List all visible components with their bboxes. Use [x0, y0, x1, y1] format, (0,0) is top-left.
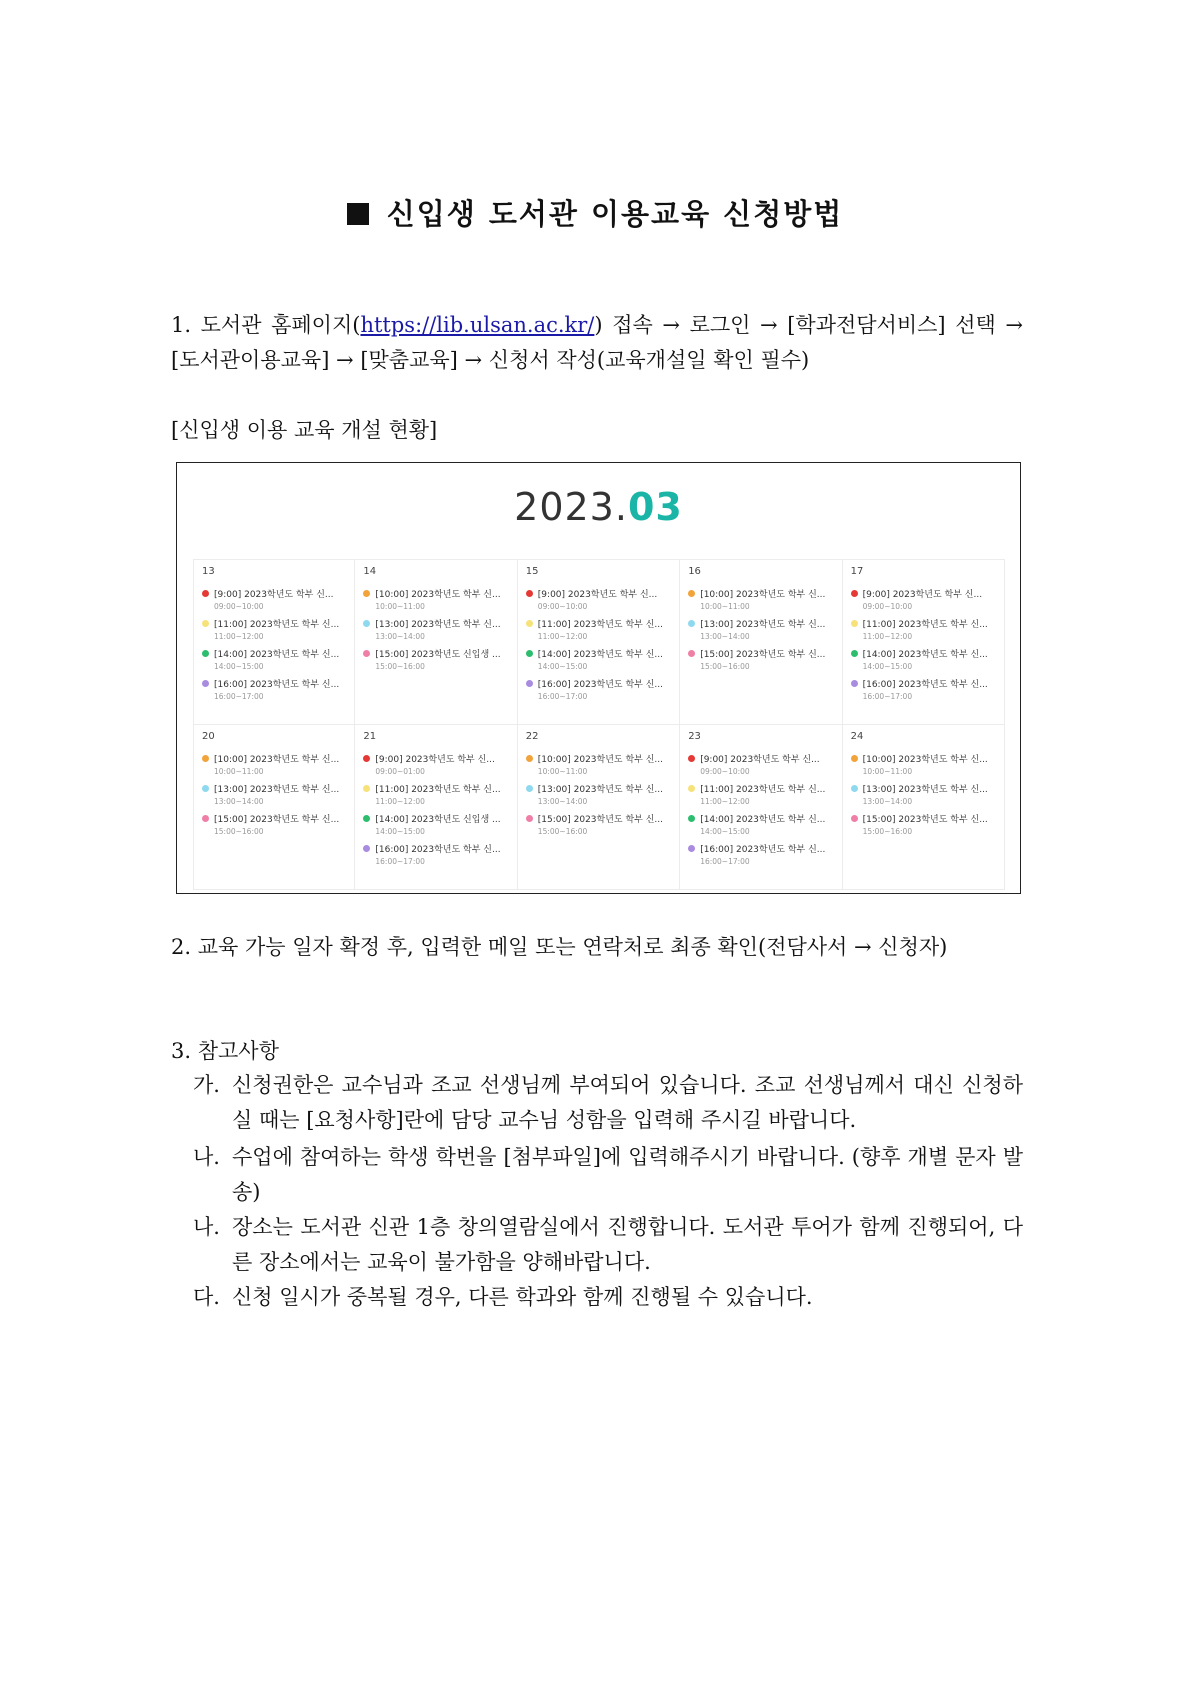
event-color-dot-icon: [688, 815, 695, 822]
calendar-year: 2023.: [514, 485, 628, 529]
event-time: 15:00~16:00: [862, 827, 913, 836]
event-title: [11:00] 2023학년도 학부 신...: [214, 620, 340, 630]
event-title: [9:00] 2023학년도 학부 신...: [214, 590, 334, 600]
calendar-month: 03: [627, 485, 683, 529]
calendar-day-cell[interactable]: [193, 725, 355, 890]
event-title: [11:00] 2023학년도 학부 신...: [700, 785, 826, 795]
day-number: 13: [202, 566, 215, 577]
event-time: 10:00~11:00: [862, 767, 913, 776]
note-text: 신청권한은 교수님과 조교 선생님께 부여되어 있습니다. 조교 선생님께서 대신 신청하실 때는 [요청사항]란에 담당 교수님 성함을 입력해 주시길 바랍니다.: [232, 1073, 1023, 1132]
event-color-dot-icon: [526, 590, 533, 597]
event-title: [14:00] 2023학년도 신입생 ...: [375, 815, 501, 825]
calendar-day-cell[interactable]: [680, 560, 842, 725]
calendar-event[interactable]: [688, 752, 841, 776]
calendar-event[interactable]: [526, 677, 679, 701]
calendar-event[interactable]: [202, 752, 354, 776]
event-time: 11:00~12:00: [375, 797, 425, 806]
calendar-day-cell[interactable]: [843, 560, 1005, 725]
calendar-day-cell[interactable]: [518, 560, 680, 725]
calendar-event[interactable]: [688, 617, 841, 641]
day-number: 15: [525, 566, 539, 577]
event-color-dot-icon: [202, 650, 209, 657]
event-time: 14:00~15:00: [375, 827, 425, 836]
calendar-event[interactable]: [851, 677, 1004, 701]
event-color-dot-icon: [363, 845, 370, 852]
event-title: [9:00] 2023학년도 학부 신...: [537, 590, 658, 600]
event-color-dot-icon: [851, 815, 858, 822]
calendar-event[interactable]: [851, 617, 1004, 641]
calendar-event[interactable]: [526, 587, 679, 611]
event-color-dot-icon: [363, 650, 370, 657]
note-item: [193, 1280, 1023, 1315]
event-color-dot-icon: [851, 650, 858, 657]
calendar-event[interactable]: [202, 677, 354, 701]
event-time: 16:00~17:00: [862, 692, 913, 701]
calendar-event[interactable]: [851, 752, 1004, 776]
calendar-day-cell[interactable]: [193, 560, 355, 725]
event-color-dot-icon: [202, 785, 209, 792]
event-title: [14:00] 2023학년도 학부 신...: [537, 650, 663, 660]
calendar-event[interactable]: [851, 782, 1004, 806]
day-number: 20: [202, 731, 215, 742]
event-time: 13:00~14:00: [862, 797, 913, 806]
event-color-dot-icon: [202, 620, 209, 627]
event-time: 09:00~10:00: [214, 602, 264, 611]
event-title: [16:00] 2023학년도 학부 신...: [862, 680, 988, 690]
calendar-grid: [193, 559, 1005, 890]
event-time: 15:00~16:00: [375, 662, 425, 671]
event-color-dot-icon: [851, 755, 858, 762]
calendar-event[interactable]: [363, 617, 516, 641]
event-time: 09:00~01:00: [375, 767, 425, 776]
calendar-event[interactable]: [688, 587, 841, 611]
event-time: 11:00~12:00: [537, 632, 588, 641]
event-title: [11:00] 2023학년도 학부 신...: [375, 785, 501, 795]
event-color-dot-icon: [526, 755, 533, 762]
event-color-dot-icon: [851, 785, 858, 792]
event-time: 13:00~14:00: [537, 797, 588, 806]
note-text: 신청 일시가 중복될 경우, 다른 학과와 함께 진행될 수 있습니다.: [232, 1285, 813, 1309]
event-color-dot-icon: [202, 590, 209, 597]
day-number: 14: [363, 566, 377, 577]
event-color-dot-icon: [202, 815, 209, 822]
event-title: [9:00] 2023학년도 학부 신...: [375, 755, 495, 765]
event-title: [16:00] 2023학년도 학부 신...: [214, 680, 340, 690]
event-time: 16:00~17:00: [214, 692, 264, 701]
calendar-event[interactable]: [202, 587, 354, 611]
day-number: 21: [363, 731, 377, 742]
event-title: [14:00] 2023학년도 학부 신...: [700, 815, 826, 825]
day-number: 16: [688, 566, 701, 577]
event-time: 09:00~10:00: [537, 602, 588, 611]
event-title: [10:00] 2023학년도 학부 신...: [862, 755, 988, 765]
note-item: [193, 1210, 1023, 1280]
note-marker: 나.: [193, 1145, 220, 1169]
event-time: 16:00~17:00: [700, 857, 750, 866]
event-time: 10:00~11:00: [700, 602, 750, 611]
event-title: [15:00] 2023학년도 학부 신...: [700, 650, 826, 660]
calendar-event[interactable]: [363, 647, 516, 671]
calendar-event[interactable]: [363, 782, 516, 806]
event-title: [16:00] 2023학년도 학부 신...: [700, 845, 826, 855]
event-color-dot-icon: [851, 620, 858, 627]
event-title: [16:00] 2023학년도 학부 신...: [537, 680, 663, 690]
event-time: 13:00~14:00: [214, 797, 264, 806]
event-time: 13:00~14:00: [700, 632, 750, 641]
event-color-dot-icon: [363, 785, 370, 792]
library-homepage-link[interactable]: https://lib.ulsan.ac.kr/: [360, 313, 595, 337]
calendar-event[interactable]: [202, 647, 354, 671]
event-title: [13:00] 2023학년도 학부 신...: [700, 620, 826, 630]
calendar-event[interactable]: [526, 647, 679, 671]
calendar-day-cell[interactable]: [355, 725, 517, 890]
event-time: 11:00~12:00: [214, 632, 264, 641]
event-color-dot-icon: [363, 620, 370, 627]
event-color-dot-icon: [851, 590, 858, 597]
calendar-event[interactable]: [526, 752, 679, 776]
event-time: 14:00~15:00: [700, 827, 750, 836]
event-color-dot-icon: [688, 755, 695, 762]
event-title: [16:00] 2023학년도 학부 신...: [375, 845, 501, 855]
calendar-event[interactable]: [202, 617, 354, 641]
calendar-event[interactable]: [202, 812, 354, 836]
event-color-dot-icon: [688, 590, 695, 597]
event-title: [15:00] 2023학년도 신입생 ...: [375, 650, 501, 660]
event-title: [10:00] 2023학년도 학부 신...: [700, 590, 826, 600]
event-color-dot-icon: [688, 785, 695, 792]
event-time: 14:00~15:00: [537, 662, 588, 671]
calendar-day-cell[interactable]: [355, 560, 517, 725]
event-title: [9:00] 2023학년도 학부 신...: [700, 755, 820, 765]
calendar-event[interactable]: [202, 782, 354, 806]
event-color-dot-icon: [526, 785, 533, 792]
event-title: [15:00] 2023학년도 학부 신...: [537, 815, 663, 825]
event-color-dot-icon: [363, 590, 370, 597]
event-time: 10:00~11:00: [375, 602, 425, 611]
event-title: [13:00] 2023학년도 학부 신...: [214, 785, 340, 795]
event-color-dot-icon: [526, 650, 533, 657]
event-time: 14:00~15:00: [214, 662, 264, 671]
note-text: 수업에 참여하는 학생 학번을 [첨부파일]에 입력해주시기 바랍니다. (향후 개별 문자 발송): [232, 1145, 1023, 1204]
step2-paragraph: 2. 교육 가능 일자 확정 후, 입력한 메일 또는 연락처로 최종 확인(전담사서 → 신청자): [171, 935, 948, 959]
note-text: 장소는 도서관 신관 1층 창의열람실에서 진행합니다. 도서관 투어가 함께 진행되어, 다른 장소에서는 교육이 불가함을 양해바랍니다.: [232, 1215, 1023, 1274]
event-color-dot-icon: [202, 755, 209, 762]
calendar-event[interactable]: [363, 842, 516, 866]
calendar-day-cell[interactable]: [680, 725, 842, 890]
event-title: [13:00] 2023학년도 학부 신...: [862, 785, 988, 795]
event-time: 15:00~16:00: [537, 827, 588, 836]
day-number: 17: [850, 566, 864, 577]
note-item: [193, 1068, 1023, 1138]
event-title: [9:00] 2023학년도 학부 신...: [862, 590, 983, 600]
event-time: 11:00~12:00: [862, 632, 913, 641]
event-color-dot-icon: [851, 680, 858, 687]
event-title: [14:00] 2023학년도 학부 신...: [862, 650, 988, 660]
calendar-month-header: [177, 485, 1020, 529]
event-title: [15:00] 2023학년도 학부 신...: [214, 815, 340, 825]
step1-paragraph: [171, 308, 1023, 378]
calendar-event[interactable]: [526, 812, 679, 836]
event-title: [13:00] 2023학년도 학부 신...: [537, 785, 663, 795]
day-number: 22: [525, 731, 539, 742]
event-title: [13:00] 2023학년도 학부 신...: [375, 620, 501, 630]
calendar-event[interactable]: [851, 647, 1004, 671]
event-color-dot-icon: [688, 650, 695, 657]
calendar-event[interactable]: [363, 752, 516, 776]
calendar-day-cell[interactable]: [518, 725, 680, 890]
step3-heading: 3. 참고사항: [171, 1039, 279, 1063]
event-time: 10:00~11:00: [537, 767, 588, 776]
event-time: 09:00~10:00: [862, 602, 913, 611]
event-color-dot-icon: [526, 620, 533, 627]
calendar-event[interactable]: [526, 617, 679, 641]
event-color-dot-icon: [202, 680, 209, 687]
event-title: [10:00] 2023학년도 학부 신...: [537, 755, 663, 765]
step1-prefix: 1. 도서관 홈페이지(: [171, 313, 361, 337]
note-marker: 가.: [193, 1073, 220, 1097]
event-title: [10:00] 2023학년도 학부 신...: [375, 590, 501, 600]
event-color-dot-icon: [363, 815, 370, 822]
event-time: 15:00~16:00: [700, 662, 750, 671]
event-color-dot-icon: [688, 620, 695, 627]
note-marker: 나.: [193, 1215, 220, 1239]
calendar-event[interactable]: [851, 587, 1004, 611]
event-title: [11:00] 2023학년도 학부 신...: [537, 620, 663, 630]
event-title: [10:00] 2023학년도 학부 신...: [214, 755, 340, 765]
black-square-icon: [347, 203, 369, 225]
calendar-screenshot: [176, 462, 1021, 894]
event-color-dot-icon: [688, 845, 695, 852]
calendar-day-cell[interactable]: [843, 725, 1005, 890]
event-title: [11:00] 2023학년도 학부 신...: [862, 620, 988, 630]
note-item: [193, 1140, 1023, 1210]
day-number: 23: [688, 731, 701, 742]
calendar-event[interactable]: [363, 812, 516, 836]
event-time: 16:00~17:00: [375, 857, 425, 866]
calendar-event[interactable]: [688, 842, 841, 866]
calendar-event[interactable]: [688, 647, 841, 671]
calendar-event[interactable]: [688, 782, 841, 806]
calendar-event[interactable]: [851, 812, 1004, 836]
day-number: 24: [850, 731, 864, 742]
calendar-event[interactable]: [363, 587, 516, 611]
event-time: 15:00~16:00: [214, 827, 264, 836]
note-marker: 다.: [193, 1285, 220, 1309]
event-color-dot-icon: [526, 680, 533, 687]
event-title: [14:00] 2023학년도 학부 신...: [214, 650, 340, 660]
event-time: 14:00~15:00: [862, 662, 913, 671]
event-time: 13:00~14:00: [375, 632, 425, 641]
title-text: 신입생 도서관 이용교육 신청방법: [386, 197, 844, 231]
event-title: [15:00] 2023학년도 학부 신...: [862, 815, 988, 825]
event-color-dot-icon: [526, 815, 533, 822]
calendar-caption: [신입생 이용 교육 개설 현황]: [171, 418, 438, 442]
step1-suffix: ) 접속 → 로그인 → [학과전담서비스] 선택 → [도서관이용교육] → [맞춤교육] → 신청서 작성(교육개설일 확인 필수): [171, 313, 1023, 372]
calendar-event[interactable]: [688, 812, 841, 836]
event-time: 09:00~10:00: [700, 767, 750, 776]
page-title: [0, 192, 1190, 233]
event-time: 16:00~17:00: [537, 692, 588, 701]
calendar-event[interactable]: [526, 782, 679, 806]
event-time: 10:00~11:00: [214, 767, 264, 776]
event-color-dot-icon: [363, 755, 370, 762]
event-time: 11:00~12:00: [700, 797, 750, 806]
